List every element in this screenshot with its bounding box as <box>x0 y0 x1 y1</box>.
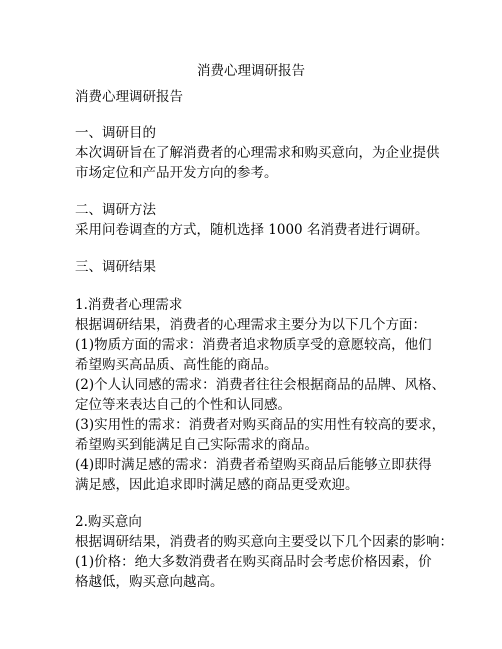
paragraph-line: (3)实用性的需求：消费者对购买商品的实用性有较高的要求， <box>75 417 446 433</box>
document-title: 消费心理调研报告 <box>197 63 305 79</box>
paragraph-line: (4)即时满足感的需求：消费者希望购买商品后能够立即获得 <box>75 457 432 473</box>
document-subtitle: 消费心理调研报告 <box>75 89 183 105</box>
paragraph-line: 满足感，因此追求即时满足感的商品更受欢迎。 <box>75 477 359 493</box>
paragraph-line: (1)价格：绝大多数消费者在购买商品时会考虑价格因素，价 <box>75 554 432 570</box>
section-heading-purpose: 一、调研目的 <box>75 125 156 141</box>
paragraph-line: (2)个人认同感的需求：消费者往往会根据商品的品牌、风格、 <box>75 377 446 393</box>
subsection-heading-needs: 1.消费者心理需求 <box>75 297 183 313</box>
section-heading-method: 二、调研方法 <box>75 202 156 218</box>
paragraph-line: 格越低，购买意向越高。 <box>75 574 224 590</box>
paragraph-line: 希望购买到能满足自己实际需求的商品。 <box>75 437 318 453</box>
paragraph-line: (1)物质方面的需求：消费者追求物质享受的意愿较高，他们 <box>75 337 432 353</box>
subsection-heading-intent: 2.购买意向 <box>75 514 142 530</box>
paragraph-line: 市场定位和产品开发方向的参考。 <box>75 165 278 181</box>
paragraph-line: 采用问卷调查的方式，随机选择 1000 名消费者进行调研。 <box>75 222 429 238</box>
paragraph-line: 本次调研旨在了解消费者的心理需求和购买意向，为企业提供 <box>75 145 440 161</box>
paragraph-line: 希望购买高品质、高性能的商品。 <box>75 357 278 373</box>
paragraph-line: 定位等来表达自己的个性和认同感。 <box>75 397 291 413</box>
paragraph-line: 根据调研结果，消费者的购买意向主要受以下几个因素的影响： <box>75 534 453 550</box>
paragraph-line: 根据调研结果，消费者的心理需求主要分为以下几个方面： <box>75 317 426 333</box>
section-heading-results: 三、调研结果 <box>75 259 156 275</box>
